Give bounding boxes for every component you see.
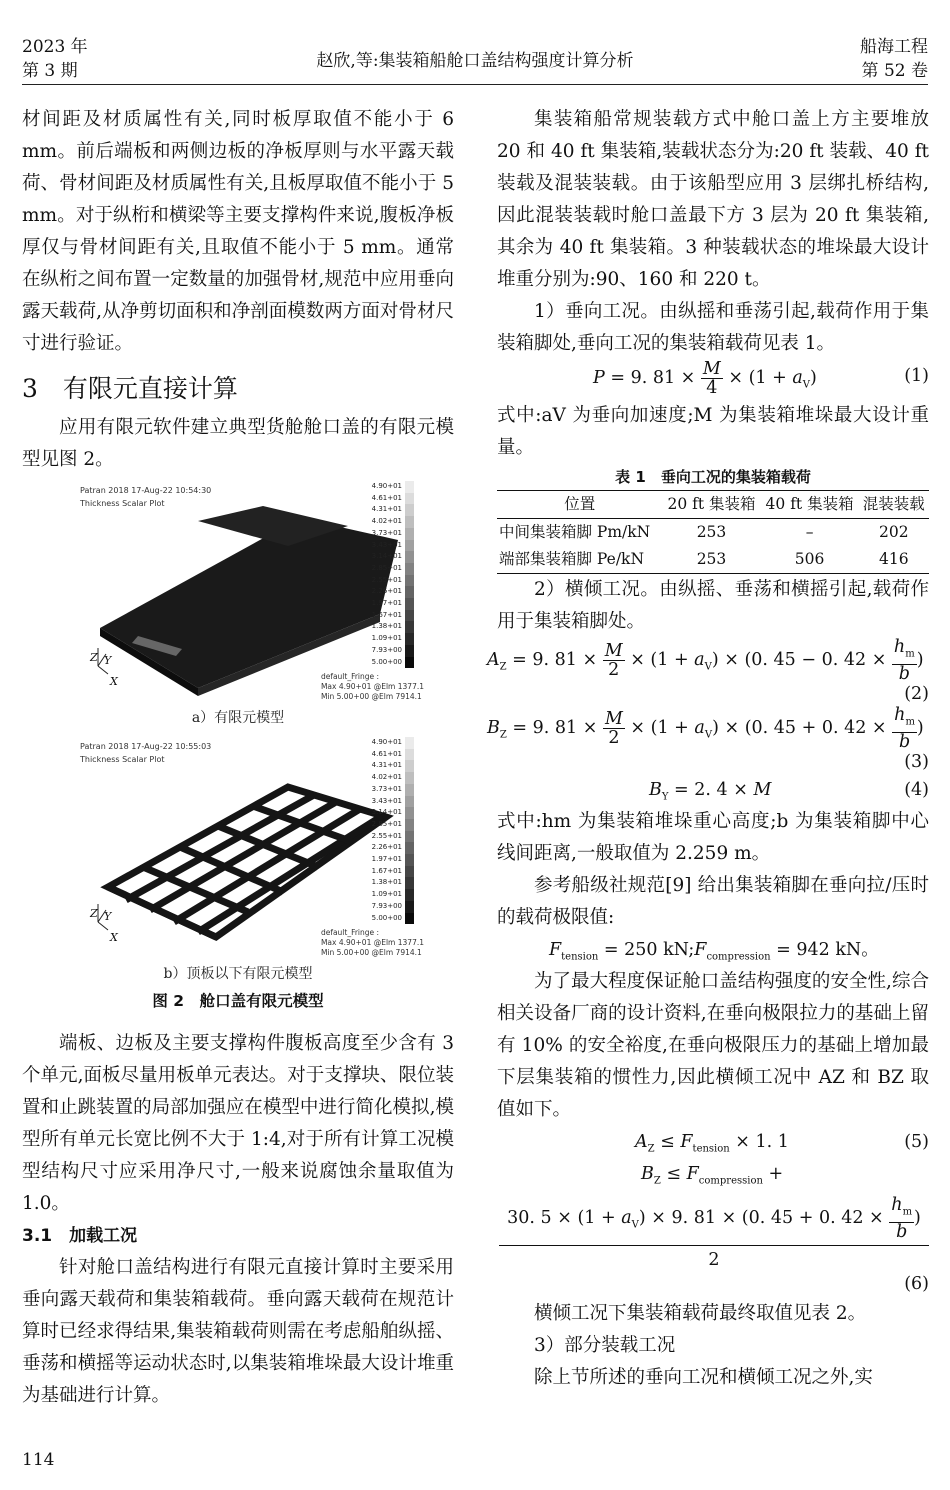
paragraph: 式中:hm 为集装箱堆垛重心高度;b 为集装箱脚中心线间距离,一般取值为 2.259 m。 <box>497 811 929 864</box>
plot-type: Thickness Scalar Plot <box>80 499 165 508</box>
legend-label: 3.43+01 <box>371 540 402 549</box>
legend-entry <box>358 586 418 598</box>
equation-6-fraction <box>497 1190 929 1271</box>
legend-label: 2.26+01 <box>371 843 402 852</box>
table-header: 40 ft 集装箱 <box>761 491 859 519</box>
legend-entry <box>358 621 418 633</box>
issue-label: 第 3 期 <box>22 61 78 81</box>
legend-swatch <box>405 737 414 749</box>
legend-swatch <box>405 901 414 913</box>
color-legend <box>358 481 418 668</box>
axis-label-x: X <box>110 931 118 944</box>
legend-label: 5.00+00 <box>371 657 402 666</box>
paragraph: 2）横倾工况。由纵摇、垂荡和横摇引起,载荷作用于集装箱脚处。 <box>497 579 929 632</box>
equation-2-number <box>497 678 929 706</box>
plot-timestamp: Patran 2018 17-Aug-22 10:55:03 <box>80 742 212 751</box>
table-1 <box>497 490 929 574</box>
legend-label: 3.43+01 <box>371 796 402 805</box>
legend-swatch <box>405 516 414 528</box>
legend-entry <box>358 913 418 925</box>
table-header-row <box>497 491 929 519</box>
legend-label: 1.38+01 <box>371 622 402 631</box>
equation-body: $A_Z \le F_{tension} \times 1$. 1 <box>635 1132 789 1155</box>
legend-label: 2.85+01 <box>371 563 402 572</box>
left-column <box>22 104 454 1412</box>
figure-2 <box>22 476 454 1014</box>
legend-entry <box>358 540 418 552</box>
section-heading: 3 有限元直接计算 <box>22 374 238 403</box>
legend-swatch <box>405 657 414 669</box>
legend-entry <box>358 842 418 854</box>
legend-swatch <box>405 819 414 831</box>
table-cell: 253 <box>696 523 727 541</box>
figure-caption: 图 2 舱口盖有限元模型 <box>152 992 324 1010</box>
legend-label: 3.14+01 <box>371 552 402 561</box>
paragraph: 1）垂向工况。由纵摇和垂荡引起,载荷作用于集装箱脚处,垂向工况的集装箱载荷见表 1。 <box>497 301 929 354</box>
legend-entry <box>358 657 418 669</box>
fe-plot-b <box>48 732 448 962</box>
legend-swatch <box>405 760 414 772</box>
legend-entry <box>358 481 418 493</box>
legend-label: 2.26+01 <box>371 587 402 596</box>
legend-entry <box>358 901 418 913</box>
header-rule <box>22 84 928 85</box>
table-cell: 端部集装箱脚 Pe/kN <box>497 546 662 574</box>
legend-swatch <box>405 645 414 657</box>
table-cell: 202 <box>879 523 909 541</box>
axis-label-y: Y <box>104 910 112 923</box>
legend-label: 4.61+01 <box>371 749 402 758</box>
legend-swatch <box>405 749 414 761</box>
legend-label: 2.55+01 <box>371 831 402 840</box>
subcaption-b: b）顶板以下有限元模型 <box>163 966 313 982</box>
table-header: 位置 <box>497 491 662 519</box>
legend-swatch <box>405 493 414 505</box>
equation-number: (3) <box>904 752 929 772</box>
legend-entry <box>358 866 418 878</box>
legend-label: 7.93+00 <box>371 901 402 910</box>
paragraph: 材间距及材质属性有关,同时板厚取值不能小于 6 mm。前后端板和两侧边板的净板厚则与水平露天载荷、骨材间距及材质属性有关,且板厚取值不能小于 5 mm。对于纵桁和横梁等主要支撑构件来说,腹板净板厚仅与骨材间距有关,且取值不能小于 5 mm。通常在纵桁之间布置一定数量的加强骨材,规范中应用垂向露天载荷,从净剪切面积和净剖面模数两方面对骨材尺寸进行验证。 <box>22 109 454 354</box>
axis-label-z: Z <box>90 907 98 920</box>
legend-swatch <box>405 772 414 784</box>
equation-body: 30. $5 \times (1 + a_V) \times 9$. 81 × (0. 45 + 0. 42 × $\frac{h_m}{b}$ ) 2 <box>499 1196 929 1274</box>
equation-number: (6) <box>904 1274 929 1294</box>
legend-swatch <box>405 889 414 901</box>
page-number: 114 <box>22 1450 55 1470</box>
equation-body: $A_Z = 9$. 81 × $\frac{M}{2}$ × $(1 + a_V) \times (0$. 45 − 0. 42 × $\frac{h_m}{b}$ ) <box>487 637 924 684</box>
equation-body: P = 9. 81 × $\frac{M}{4}$ × $(1 + a_V)$ <box>593 359 817 398</box>
legend-swatch <box>405 831 414 843</box>
legend-swatch <box>405 540 414 552</box>
legend-swatch <box>405 481 414 493</box>
axis-label-x: X <box>110 675 118 688</box>
legend-entry <box>358 493 418 505</box>
year-label: 2023 年 <box>22 37 88 57</box>
legend-swatch <box>405 598 414 610</box>
equation-number: (4) <box>904 780 929 800</box>
legend-swatch <box>405 551 414 563</box>
legend-label: 1.67+01 <box>371 866 402 875</box>
legend-swatch <box>405 528 414 540</box>
legend-entry <box>358 772 418 784</box>
legend-entry <box>358 551 418 563</box>
table-cell: 253 <box>662 546 760 574</box>
paragraph: 针对舱口盖结构进行有限元直接计算时主要采用垂向露天载荷和集装箱载荷。垂向露天载荷在规范计算时已经求得结果,集装箱载荷则需在考虑船舶纵摇、垂荡和横摇等运动状态时,以集装箱堆垛最大设计堆重为基础进行计算。 <box>22 1257 454 1406</box>
legend-label: 4.90+01 <box>371 738 402 746</box>
plot-type: Thickness Scalar Plot <box>80 755 165 764</box>
fringe-info <box>321 928 424 958</box>
equation-body: $B_Z = 9$. 81 × $\frac{M}{2}$ × $(1 + a_V) \times (0$. 45 + 0. 42 × $\frac{h_m}{b}$ ) <box>487 705 924 752</box>
paragraph: 3）部分装载工况 <box>534 1335 676 1356</box>
legend-entry <box>358 760 418 772</box>
legend-label: 4.02+01 <box>371 773 402 782</box>
paragraph: 参考船级社规范[9] 给出集装箱脚在垂向拉/压时的载荷极限值: <box>497 875 929 928</box>
legend-entry <box>358 504 418 516</box>
legend-entry <box>358 737 418 749</box>
paragraph: 除上节所述的垂向工况和横倾工况之外,实 <box>534 1367 873 1388</box>
legend-swatch <box>405 563 414 575</box>
legend-swatch <box>405 586 414 598</box>
equation-1 <box>497 360 929 400</box>
legend-label: 1.97+01 <box>371 855 402 864</box>
legend-entry <box>358 633 418 645</box>
table-cell: 416 <box>859 546 929 574</box>
legend-label: 7.93+00 <box>371 645 402 654</box>
paragraph: 集装箱船常规装载方式中舱口盖上方主要堆放 20 和 40 ft 集装箱,装载状态分为:20 ft 装载、40 ft 装载及混装装载。由于该船型应用 3 层绑扎桥结构,因此混装装载时舱口盖最下方 3 层为 20 ft 集装箱,其余为 40 ft 集装箱。3 种装载状态的堆垛最大设计堆重分别为:90、160 和 220 t。 <box>497 109 929 290</box>
legend-entry <box>358 575 418 587</box>
legend-swatch <box>405 633 414 645</box>
legend-entry <box>358 598 418 610</box>
legend-label: 1.09+01 <box>371 890 402 899</box>
equation-3-number <box>497 746 929 774</box>
running-title: 赵欣,等:集装箱船舱口盖结构强度计算分析 <box>316 51 634 71</box>
legend-entry <box>358 807 418 819</box>
journal-name: 船海工程 <box>860 37 928 57</box>
equation-4 <box>497 774 929 806</box>
legend-swatch <box>405 877 414 889</box>
journal-volume <box>860 35 928 83</box>
legend-swatch <box>405 610 414 622</box>
table-row <box>497 519 929 547</box>
legend-swatch <box>405 854 414 866</box>
legend-entry <box>358 831 418 843</box>
legend-swatch <box>405 866 414 878</box>
paragraph: 应用有限元软件建立典型货舱舱口盖的有限元模型见图 2。 <box>22 417 454 470</box>
fringe-min: Min 5.00+00 @Elm 7914.1 <box>320 948 422 957</box>
axis-label-z: Z <box>90 651 98 664</box>
equation-6-line1 <box>497 1158 929 1190</box>
girder-grid <box>108 787 386 937</box>
equation-body: $F_{tension} = 250$ $kN;F_{compression} = 942$ kN。 <box>549 940 879 963</box>
legend-label: 1.09+01 <box>371 634 402 643</box>
legend-swatch <box>405 807 414 819</box>
equation-2 <box>487 637 929 684</box>
legend-label: 1.38+01 <box>371 878 402 887</box>
right-column <box>487 104 929 1394</box>
fe-plot-a <box>48 476 448 706</box>
paragraph: 端板、边板及主要支撑构件腹板高度至少含有 3 个单元,面板尽量用板单元表达。对于支撑块、限位装置和止跳装置的局部加强应在模型中进行简化模拟,模型所有单元长宽比例不大于 1:4,对于所有计算工况模型结构尺寸应采用净尺寸,一般来说腐蚀余量取值为 1.0。 <box>22 1033 454 1214</box>
legend-label: 2.55+01 <box>371 575 402 584</box>
legend-label: 4.02+01 <box>371 517 402 526</box>
equation-number: (2) <box>904 684 929 704</box>
equation-number: (1) <box>904 366 929 386</box>
table-header: 20 ft 集装箱 <box>662 491 760 519</box>
volume-label: 第 52 卷 <box>861 61 928 81</box>
table-cell: 中间集装箱脚 Pm/kN <box>499 523 651 541</box>
equation-6-number <box>497 1268 929 1298</box>
fringe-max: Max 4.90+01 @Elm 1377.1 <box>320 938 424 947</box>
table-cell: 506 <box>761 546 859 574</box>
fringe-max: Max 4.90+01 @Elm 1377.1 <box>320 682 424 691</box>
legend-swatch <box>405 504 414 516</box>
legend-swatch <box>405 575 414 587</box>
legend-swatch <box>405 842 414 854</box>
equation-body: $B_Y = 2$. 4 × M <box>649 780 772 803</box>
legend-label: 3.14+01 <box>371 808 402 817</box>
legend-entry <box>358 645 418 657</box>
legend-swatch <box>405 796 414 808</box>
legend-swatch <box>405 621 414 633</box>
table-caption: 表 1 垂向工况的集装箱载荷 <box>615 468 811 486</box>
fringe-info <box>321 672 424 702</box>
legend-entry <box>358 563 418 575</box>
legend-label: 1.67+01 <box>371 610 402 619</box>
page-header <box>0 0 950 86</box>
load-limits <box>497 934 929 966</box>
legend-swatch <box>405 784 414 796</box>
legend-label: 3.73+01 <box>371 528 402 537</box>
legend-entry <box>358 784 418 796</box>
legend-label: 2.85+01 <box>371 819 402 828</box>
legend-entry <box>358 796 418 808</box>
legend-label: 4.31+01 <box>371 505 402 514</box>
legend-entry <box>358 819 418 831</box>
paragraph: 为了最大程度保证舱口盖结构强度的安全性,综合相关设备厂商的设计资料,在垂向极限拉力的基础上留有 10% 的安全裕度,在垂向极限压力的基础上增加最下层集装箱的惯性力,因此横倾工况中 AZ 和 BZ 取值如下。 <box>497 971 929 1120</box>
legend-entry <box>358 877 418 889</box>
paragraph: 式中:aV 为垂向加速度;M 为集装箱堆垛最大设计重量。 <box>497 405 929 458</box>
legend-swatch <box>405 913 414 925</box>
legend-entry <box>358 889 418 901</box>
fringe-label: default_Fringe : <box>320 672 380 681</box>
table-header: 混装装载 <box>859 491 929 519</box>
equation-3 <box>487 705 929 752</box>
legend-entry <box>358 854 418 866</box>
axis-label-y: Y <box>104 654 112 667</box>
paragraph: 横倾工况下集装箱载荷最终取值见表 2。 <box>534 1303 867 1324</box>
equation-5 <box>497 1126 929 1158</box>
legend-entry <box>358 610 418 622</box>
legend-label: 1.97+01 <box>371 599 402 608</box>
legend-label: 4.61+01 <box>371 493 402 502</box>
plot-title <box>80 484 211 510</box>
legend-label: 3.73+01 <box>371 784 402 793</box>
equation-body: $B_Z \le F_{compression}$ + <box>641 1164 784 1187</box>
equation-number: (5) <box>904 1132 929 1152</box>
legend-label: 4.90+01 <box>371 482 402 490</box>
table-row <box>497 546 929 574</box>
color-legend <box>358 737 418 924</box>
subcaption-a: a）有限元模型 <box>191 710 285 726</box>
fringe-min: Min 5.00+00 @Elm 7914.1 <box>320 692 422 701</box>
table-cell: – <box>805 523 814 541</box>
fringe-label: default_Fringe : <box>320 928 380 937</box>
legend-label: 4.31+01 <box>371 761 402 770</box>
plot-title <box>80 740 211 766</box>
subsection-heading: 3.1 加载工况 <box>22 1226 138 1246</box>
legend-entry <box>358 528 418 540</box>
plot-timestamp: Patran 2018 17-Aug-22 10:54:30 <box>80 486 212 495</box>
legend-entry <box>358 516 418 528</box>
legend-label: 5.00+00 <box>371 913 402 922</box>
legend-entry <box>358 749 418 761</box>
